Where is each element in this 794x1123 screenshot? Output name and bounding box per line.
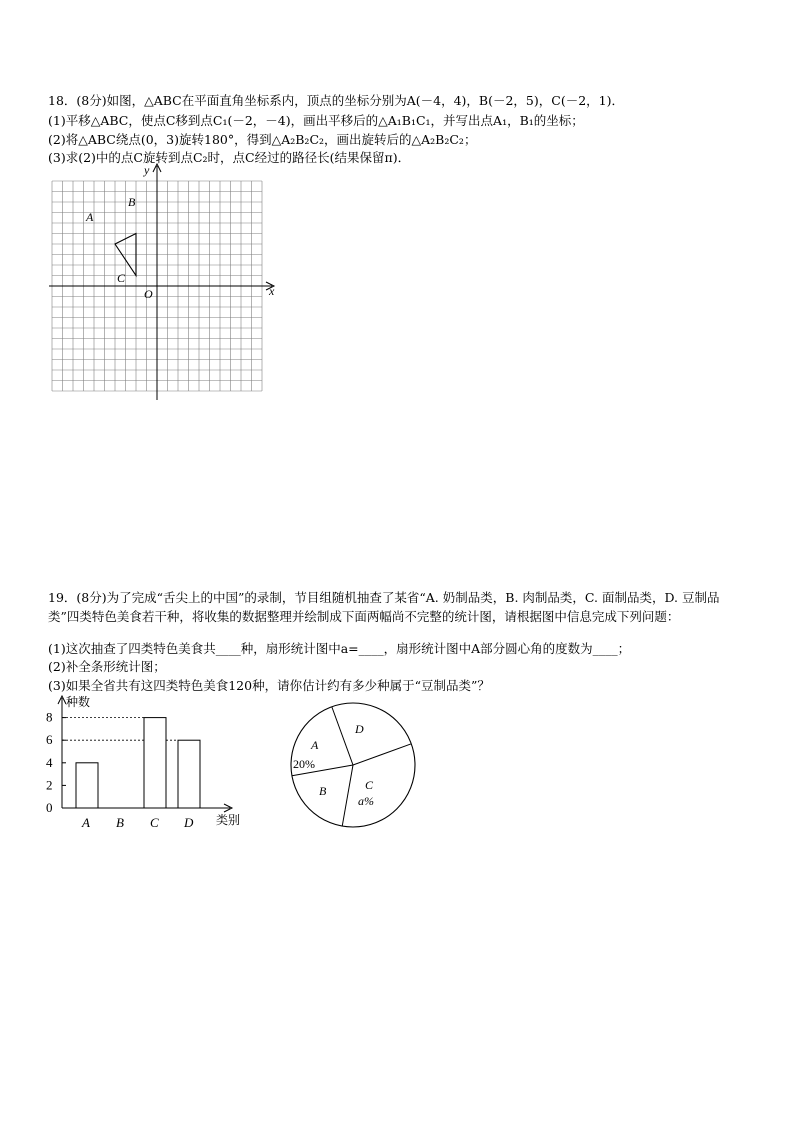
- q19-part2: (2)补全条形统计图；: [48, 659, 166, 674]
- q19-part1: (1)这次抽查了四类特色美食共____种，扇形统计图中a=____，扇形统计图中A部分圆心角的度数为____；: [48, 641, 631, 656]
- bar-chart: [40, 690, 260, 835]
- pie-label-d: D: [355, 722, 364, 736]
- bar-chart-ytick: 4: [46, 754, 53, 770]
- bar-chart-ytick: 2: [46, 777, 53, 793]
- bar-d: [178, 740, 200, 808]
- q18-stem: 18．(8分)如图，△ABC在平面直角坐标系内，顶点的坐标分别为A(－4，4)，B(－2，5)，C(－2，1)．: [48, 93, 624, 108]
- x-axis-label: x: [269, 284, 275, 298]
- bar-a: [76, 763, 98, 808]
- point-b-label: B: [128, 195, 136, 209]
- bar-chart-ylabel: 种数: [66, 695, 91, 709]
- pie-label-b: B: [319, 784, 327, 798]
- bar-chart-category: B: [116, 815, 124, 830]
- bar-c: [144, 718, 166, 808]
- bar-chart-ytick: 8: [46, 709, 53, 725]
- pie-label-a: A: [311, 738, 319, 752]
- bar-chart-xlabel: 类别: [216, 813, 241, 827]
- pie-value-a: 20%: [293, 757, 315, 771]
- q18-part1: (1)平移△ABC，使点C移到点C₁(－2，－4)，画出平移后的△A₁B₁C₁，并写出点A₁，B₁的坐标；: [48, 113, 584, 128]
- coordinate-grid-figure: [44, 160, 284, 405]
- pie-label-c: C: [365, 778, 374, 792]
- q19-stem: 19．(8分)为了完成“舌尖上的中国”的录制，节目组随机抽查了某省“A. 奶制品类，B. 肉制品类，C. 面制品类，D. 豆制品类”四类特色美食若干种，将收集的数据整理并绘制成下面两幅尚不完整的统计图，请根据图中信息完成下列问题：: [48, 590, 720, 624]
- pie-value-c: a%: [358, 794, 374, 808]
- y-axis-label: y: [144, 163, 150, 177]
- bar-chart-ytick: 0: [46, 800, 53, 815]
- q19-part3: (3)如果全省共有这四类特色美食120种，请你估计约有多少种属于“豆制品类”？: [48, 678, 490, 693]
- bar-chart-ytick: 6: [46, 732, 53, 748]
- bar-chart-category: D: [184, 815, 194, 830]
- point-a-label: A: [86, 210, 94, 224]
- q18-part3: (3)求(2)中的点C旋转到点C₂时，点C经过的路径长(结果保留π)．: [48, 150, 411, 165]
- bar-chart-category: C: [150, 815, 159, 830]
- pie-chart: [285, 700, 420, 835]
- bar-chart-category: A: [82, 815, 90, 830]
- q18-part2: (2)将△ABC绕点(0，3)旋转180°，得到△A₂B₂C₂，画出旋转后的△A₂B₂C₂；: [48, 132, 477, 147]
- point-c-label: C: [117, 271, 126, 285]
- origin-label: O: [144, 287, 153, 301]
